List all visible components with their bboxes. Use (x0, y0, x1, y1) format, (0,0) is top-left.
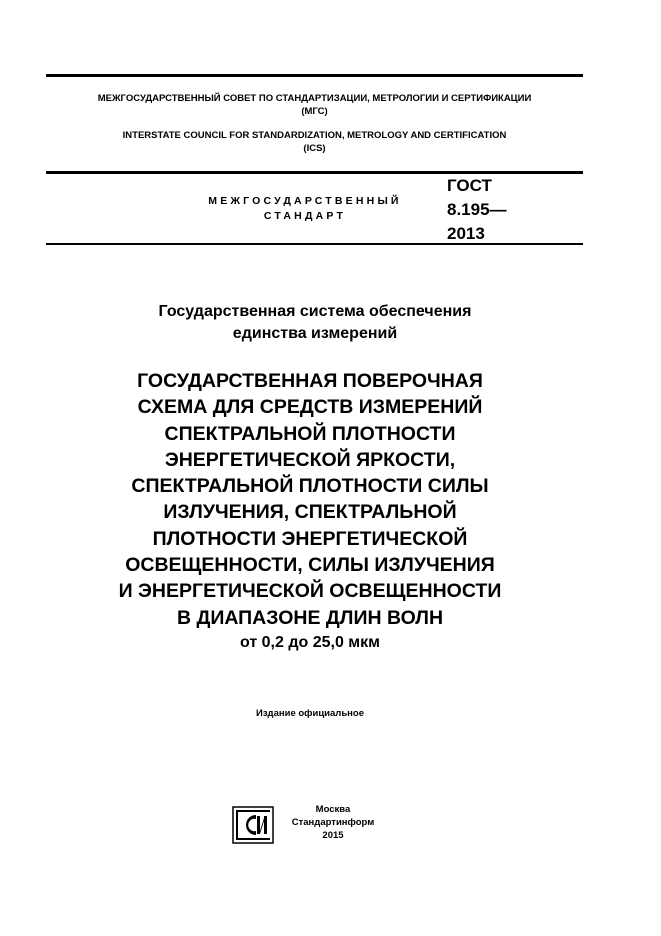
standard-type-line2: СТАНДАРТ (263, 210, 347, 222)
main-title-line: ЭНЕРГЕТИЧЕСКОЙ ЯРКОСТИ, (164, 448, 456, 471)
standard-type-line1: МЕЖГОСУДАРСТВЕННЫЙ (208, 195, 402, 207)
top-rule (46, 74, 583, 77)
standard-code-line3: 2013 (447, 224, 485, 243)
publication-year: 2015 (322, 830, 344, 841)
publisher-info (278, 803, 388, 842)
standartinform-logo-icon (232, 806, 274, 844)
main-title-line: ИЗЛУЧЕНИЯ, СПЕКТРАЛЬНОЙ (163, 501, 457, 524)
publisher-city: Москва (315, 804, 351, 815)
standard-code-line1: ГОСТ (447, 176, 492, 195)
wavelength-range: от 0,2 до 25,0 мкм (240, 633, 380, 651)
system-title-line2: единства измерений (232, 325, 398, 342)
publisher-name: Стандартинформ (291, 817, 375, 828)
council-abbr-ru: (МГС) (301, 106, 328, 117)
main-title-line: ОСВЕЩЕННОСТИ, СИЛЫ ИЗЛУЧЕНИЯ (125, 554, 495, 577)
council-name-en (46, 129, 583, 155)
council-name-ru (46, 92, 583, 118)
main-title-line: ПЛОТНОСТИ ЭНЕРГЕТИЧЕСКОЙ (152, 527, 468, 550)
standard-type (170, 194, 440, 224)
system-title-line1: Государственная система обеспечения (158, 303, 472, 320)
system-title (60, 301, 570, 345)
standard-code (447, 174, 507, 246)
edition-label: Издание официальное (256, 708, 364, 719)
main-title-line: СХЕМА ДЛЯ СРЕДСТВ ИЗМЕРЕНИЙ (137, 396, 483, 419)
main-title-line: СПЕКТРАЛЬНОЙ ПЛОТНОСТИ СИЛЫ (131, 475, 489, 498)
bottom-rule (46, 243, 583, 245)
main-title (40, 368, 580, 655)
council-abbr-en: (ICS) (303, 143, 326, 154)
main-title-line: И ЭНЕРГЕТИЧЕСКОЙ ОСВЕЩЕННОСТИ (118, 580, 502, 603)
main-title-line: В ДИАПАЗОНЕ ДЛИН ВОЛН (176, 606, 444, 629)
main-title-line: СПЕКТРАЛЬНОЙ ПЛОТНОСТИ (164, 422, 456, 445)
standard-code-line2: 8.195— (447, 200, 507, 219)
council-name-ru-line1: МЕЖГОСУДАРСТВЕННЫЙ СОВЕТ ПО СТАНДАРТИЗАЦИИ, МЕТРОЛОГИИ И СЕРТИФИКАЦИИ (97, 93, 532, 104)
main-title-line: ГОСУДАРСТВЕННАЯ ПОВЕРОЧНАЯ (137, 370, 483, 392)
council-name-en-line1: INTERSTATE COUNCIL FOR STANDARDIZATION, METROLOGY AND CERTIFICATION (122, 130, 507, 141)
